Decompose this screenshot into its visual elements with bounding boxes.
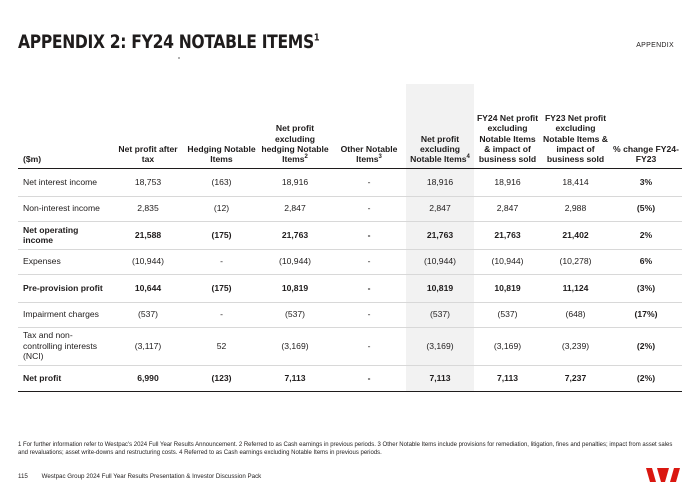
value-cell: (10,944) bbox=[406, 249, 474, 274]
value-cell: 21,763 bbox=[474, 221, 541, 249]
change-cell: 2% bbox=[610, 221, 682, 249]
value-cell: 10,644 bbox=[111, 274, 185, 302]
value-cell: (648) bbox=[541, 302, 610, 327]
value-cell: 6,990 bbox=[111, 365, 185, 391]
column-header: Net profit after tax bbox=[111, 84, 185, 168]
row-label: Net operating income bbox=[18, 221, 111, 249]
value-cell: (537) bbox=[258, 302, 332, 327]
value-cell: 21,402 bbox=[541, 221, 610, 249]
column-header: Net profit excluding Notable Items$^4$ bbox=[406, 84, 474, 168]
value-cell: - bbox=[332, 274, 406, 302]
value-cell: 7,113 bbox=[474, 365, 541, 391]
row-label: Impairment charges bbox=[18, 302, 111, 327]
value-cell: 18,753 bbox=[111, 168, 185, 196]
row-label: Pre-provision profit bbox=[18, 274, 111, 302]
table-row bbox=[18, 196, 682, 221]
value-cell: - bbox=[332, 365, 406, 391]
value-cell: - bbox=[332, 168, 406, 196]
value-cell: 18,414 bbox=[541, 168, 610, 196]
value-cell: 7,113 bbox=[258, 365, 332, 391]
row-label: Tax and non-controlling interests (NCI) bbox=[18, 327, 111, 365]
page-number: 115 bbox=[18, 473, 28, 480]
value-cell: 18,916 bbox=[474, 168, 541, 196]
value-cell: - bbox=[185, 249, 258, 274]
footer-text: Westpac Group 2024 Full Year Results Presentation & Investor Discussion Pack bbox=[41, 473, 262, 480]
change-cell: 6% bbox=[610, 249, 682, 274]
value-cell: (3,169) bbox=[406, 327, 474, 365]
table-row bbox=[18, 168, 682, 196]
value-cell: (537) bbox=[406, 302, 474, 327]
section-tag: APPENDIX bbox=[636, 42, 674, 49]
value-cell: - bbox=[185, 302, 258, 327]
value-cell: (10,278) bbox=[541, 249, 610, 274]
value-cell: (3,117) bbox=[111, 327, 185, 365]
change-cell: (17%) bbox=[610, 302, 682, 327]
footnote: 1 For further information refer to Westpac's 2024 Full Year Results Announcement. 2 Referred to as Cash earnings in previous periods. 3 Other Notable Items include provisions for remediation, litigation, fines and penalties; impact from asset sales and revaluations; asset write-downs and restructuring costs. 4 Referred to as Cash earnings excluding Notable Items in previous periods. bbox=[18, 442, 673, 456]
change-cell: (5%) bbox=[610, 196, 682, 221]
value-cell: 18,916 bbox=[258, 168, 332, 196]
value-cell: - bbox=[332, 327, 406, 365]
value-cell: - bbox=[332, 196, 406, 221]
table-row bbox=[18, 221, 682, 249]
column-header: Other Notable Items$^3$ bbox=[332, 84, 406, 168]
row-label: Net interest income bbox=[18, 168, 111, 196]
table-row bbox=[18, 327, 682, 365]
row-label: Non-interest income bbox=[18, 196, 111, 221]
change-cell: (2%) bbox=[610, 327, 682, 365]
column-header: Net profit excluding hedging Notable Items$^2$ bbox=[258, 84, 332, 168]
value-cell: (163) bbox=[185, 168, 258, 196]
value-cell: (537) bbox=[111, 302, 185, 327]
decorative-dot bbox=[178, 57, 180, 59]
change-cell: (2%) bbox=[610, 365, 682, 391]
value-cell: (10,944) bbox=[111, 249, 185, 274]
column-header: % change FY24-FY23 bbox=[610, 84, 682, 168]
column-header: FY24 Net profit excluding Notable Items & impact of business sold bbox=[474, 84, 541, 168]
value-cell: (175) bbox=[185, 221, 258, 249]
value-cell: (3,239) bbox=[541, 327, 610, 365]
value-cell: 21,763 bbox=[406, 221, 474, 249]
page-title: APPENDIX 2: FY24 NOTABLE ITEMS$^1$ bbox=[18, 31, 320, 53]
westpac-logo-icon bbox=[646, 468, 680, 482]
value-cell: (10,944) bbox=[258, 249, 332, 274]
value-cell: 2,847 bbox=[406, 196, 474, 221]
page-footer bbox=[18, 473, 261, 480]
table-row bbox=[18, 365, 682, 391]
column-header: FY23 Net profit excluding Notable Items & impact of business sold bbox=[541, 84, 610, 168]
value-cell: 10,819 bbox=[258, 274, 332, 302]
value-cell: (123) bbox=[185, 365, 258, 391]
value-cell: 10,819 bbox=[406, 274, 474, 302]
row-label: Expenses bbox=[18, 249, 111, 274]
value-cell: 7,237 bbox=[541, 365, 610, 391]
notable-items-table bbox=[18, 84, 682, 392]
value-cell: (537) bbox=[474, 302, 541, 327]
value-cell: (10,944) bbox=[474, 249, 541, 274]
value-cell: 2,988 bbox=[541, 196, 610, 221]
value-cell: 2,847 bbox=[474, 196, 541, 221]
value-cell: - bbox=[332, 249, 406, 274]
unit-header: ($m) bbox=[18, 84, 111, 168]
table-row bbox=[18, 274, 682, 302]
value-cell: 18,916 bbox=[406, 168, 474, 196]
value-cell: - bbox=[332, 221, 406, 249]
value-cell: - bbox=[332, 302, 406, 327]
table-row bbox=[18, 302, 682, 327]
column-header: Hedging Notable Items bbox=[185, 84, 258, 168]
table-row bbox=[18, 249, 682, 274]
value-cell: 7,113 bbox=[406, 365, 474, 391]
change-cell: 3% bbox=[610, 168, 682, 196]
row-label: Net profit bbox=[18, 365, 111, 391]
value-cell: 2,847 bbox=[258, 196, 332, 221]
value-cell: (3,169) bbox=[474, 327, 541, 365]
value-cell: (3,169) bbox=[258, 327, 332, 365]
change-cell: (3%) bbox=[610, 274, 682, 302]
value-cell: 2,835 bbox=[111, 196, 185, 221]
value-cell: 21,588 bbox=[111, 221, 185, 249]
value-cell: 10,819 bbox=[474, 274, 541, 302]
value-cell: 21,763 bbox=[258, 221, 332, 249]
value-cell: (12) bbox=[185, 196, 258, 221]
value-cell: 52 bbox=[185, 327, 258, 365]
value-cell: 11,124 bbox=[541, 274, 610, 302]
value-cell: (175) bbox=[185, 274, 258, 302]
